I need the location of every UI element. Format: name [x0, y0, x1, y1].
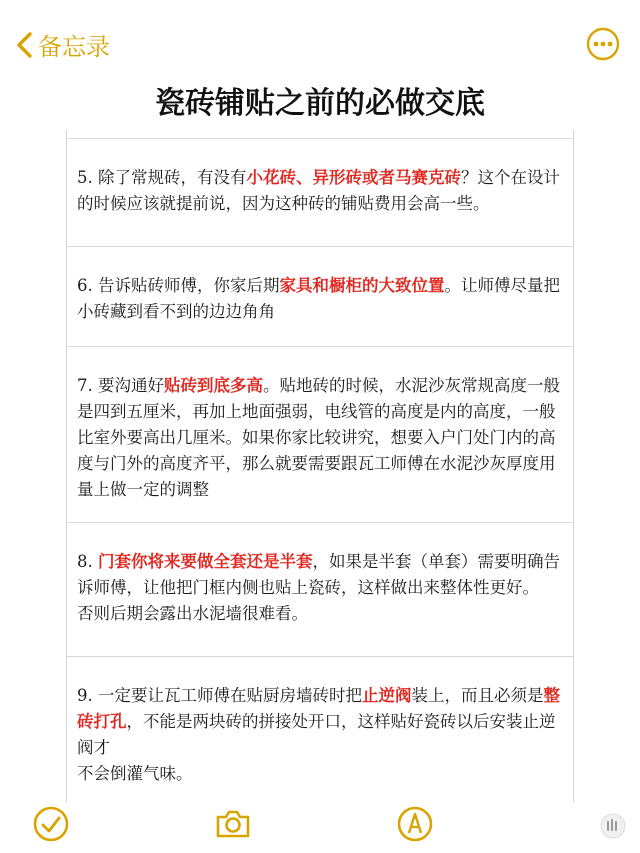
- highlighted-text: 门套你将来要做全套还是半套: [98, 552, 313, 571]
- list-item[interactable]: [67, 138, 573, 246]
- highlighted-text: 小花砖、异形砖或者马赛克砖: [246, 168, 461, 187]
- item-text: [77, 549, 563, 627]
- body-text: 装上，而且必须是: [411, 686, 544, 705]
- list-item[interactable]: [67, 522, 573, 656]
- body-text: ？这个在设计的时候应该就提前说，因为这种砖的铺贴费用会高一些。: [77, 168, 560, 213]
- body-text: 不会倒灌气味。: [77, 764, 193, 783]
- body-text: 6. 告诉贴砖师傅，你家后期: [77, 276, 280, 295]
- body-text: 7. 要沟通好: [77, 376, 164, 395]
- more-options-icon[interactable]: [586, 27, 620, 61]
- item-text: [77, 373, 563, 503]
- body-text: 否则后期会露出水泥墙很难看。: [77, 604, 308, 623]
- back-button[interactable]: [14, 27, 110, 62]
- highlighted-text: 贴砖到底多高: [164, 376, 263, 395]
- body-text: 8.: [77, 552, 98, 571]
- chevron-left-icon: [14, 31, 36, 59]
- item-text: [77, 273, 563, 325]
- note-title: 瓷砖铺贴之前的必做交底: [155, 86, 485, 121]
- list-item[interactable]: [67, 246, 573, 346]
- list-item[interactable]: [67, 656, 573, 802]
- body-text: 。贴地砖的时候，水泥沙灰常规高度一般是四到五厘米，再加上地面强弱，电线管的高度是内的高度，一般比室外要高出几厘米。如果你家比较讲究，想要入户门处门内的高度与门外的高度齐平，那么就要需要跟瓦工师傅在水泥沙灰厚度用量上做一定的调整: [77, 376, 560, 499]
- navigation-bar: [0, 0, 640, 80]
- body-text: ，不能是两块砖的拼接处开口，这样贴好瓷砖以后安装止逆阀才: [77, 712, 556, 757]
- body-text: ，如果是半套（单套）需要明确告诉师傅，让他把门框内侧也贴上瓷砖，这样做出来整体性更好。: [77, 552, 560, 597]
- highlighted-text: 止逆阀: [362, 686, 412, 705]
- body-text: 5. 除了常规砖，有没有: [77, 168, 247, 187]
- body-text: 9. 一定要让瓦工师傅在贴厨房墙砖时把: [77, 686, 362, 705]
- item-text: [77, 165, 563, 217]
- item-text: [77, 683, 563, 787]
- body-text: 。让师傅尽量把小砖藏到看不到的边边角角: [77, 276, 560, 321]
- watermark-icon: [600, 813, 626, 839]
- markup-pen-icon[interactable]: [395, 804, 435, 844]
- list-item[interactable]: [67, 346, 573, 522]
- highlighted-text: 家具和橱柜的大致位置: [279, 276, 445, 295]
- highlighted-text: 整砖打孔: [77, 686, 560, 731]
- bottom-toolbar: [0, 800, 640, 853]
- note-table: [66, 130, 574, 802]
- back-label: 备忘录: [38, 33, 110, 61]
- camera-icon[interactable]: [213, 804, 253, 844]
- checklist-icon[interactable]: [31, 804, 71, 844]
